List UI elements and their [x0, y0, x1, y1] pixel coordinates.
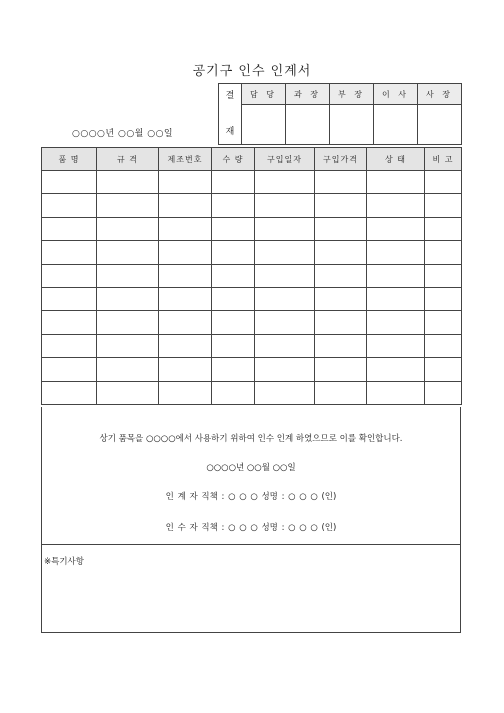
table-cell[interactable] [315, 194, 367, 217]
table-row [42, 217, 462, 240]
table-cell[interactable] [212, 194, 255, 217]
table-cell[interactable] [42, 241, 97, 264]
table-cell[interactable] [315, 264, 367, 287]
table-cell[interactable] [425, 217, 462, 240]
document-date: ○○○○년 ○○월 ○○일 [72, 129, 174, 139]
table-cell[interactable] [159, 381, 212, 404]
table-cell[interactable] [255, 334, 315, 357]
table-cell[interactable] [212, 241, 255, 264]
table-cell[interactable] [255, 241, 315, 264]
table-row [42, 358, 462, 381]
table-row [42, 334, 462, 357]
header-purchase-date: 구입일자 [255, 148, 315, 171]
confirmation-statement [41, 407, 461, 545]
table-cell[interactable] [255, 217, 315, 240]
approval-role-director: 이 사 [374, 84, 418, 105]
table-cell[interactable] [367, 171, 425, 194]
table-cell[interactable] [159, 217, 212, 240]
header-quantity: 수 량 [212, 148, 255, 171]
approval-role-president: 사 장 [418, 84, 462, 105]
table-cell[interactable] [367, 264, 425, 287]
table-cell[interactable] [255, 287, 315, 310]
table-cell[interactable] [367, 381, 425, 404]
table-cell[interactable] [425, 171, 462, 194]
table-cell[interactable] [255, 358, 315, 381]
table-cell[interactable] [367, 241, 425, 264]
special-remarks-label: ※특기사항 [44, 557, 84, 567]
item-table [41, 147, 462, 405]
table-cell[interactable] [159, 264, 212, 287]
receiver-line: 인 수 자 직책 : ○ ○ ○ 성명 : ○ ○ ○ (인) [165, 523, 337, 533]
approval-side-char-1: 결 [225, 91, 235, 101]
table-cell[interactable] [97, 217, 159, 240]
table-cell[interactable] [97, 241, 159, 264]
table-cell[interactable] [42, 358, 97, 381]
statement-text: 상기 품목을 ○○○○에서 사용하기 위하여 인수 인계 하였으므로 이를 확인합니다. [99, 434, 403, 444]
approval-side-label [219, 84, 242, 145]
table-cell[interactable] [42, 334, 97, 357]
header-condition: 상 태 [367, 148, 425, 171]
table-cell[interactable] [367, 334, 425, 357]
header-serial-number: 제조번호 [159, 148, 212, 171]
table-cell[interactable] [315, 358, 367, 381]
table-cell[interactable] [212, 217, 255, 240]
table-cell[interactable] [212, 264, 255, 287]
approval-sign-president[interactable] [418, 105, 462, 145]
table-cell[interactable] [212, 171, 255, 194]
table-cell[interactable] [212, 334, 255, 357]
table-header-row [42, 148, 462, 171]
table-cell[interactable] [159, 358, 212, 381]
table-cell[interactable] [159, 287, 212, 310]
table-cell[interactable] [42, 217, 97, 240]
table-row [42, 381, 462, 404]
approval-sign-section-chief[interactable] [286, 105, 330, 145]
table-cell[interactable] [159, 241, 212, 264]
table-cell[interactable] [255, 264, 315, 287]
page-title: 공기구 인수 인계서 [192, 64, 312, 79]
table-cell[interactable] [255, 381, 315, 404]
special-remarks-box[interactable] [41, 544, 461, 633]
table-row [42, 171, 462, 194]
table-cell[interactable] [425, 241, 462, 264]
table-cell[interactable] [425, 358, 462, 381]
table-cell[interactable] [212, 381, 255, 404]
table-cell[interactable] [42, 194, 97, 217]
table-cell[interactable] [97, 334, 159, 357]
table-cell[interactable] [42, 171, 97, 194]
header-purchase-price: 구입가격 [315, 148, 367, 171]
table-cell[interactable] [425, 311, 462, 334]
approval-sign-director[interactable] [374, 105, 418, 145]
approval-sign-dept-manager[interactable] [330, 105, 374, 145]
table-cell[interactable] [159, 194, 212, 217]
table-row [42, 194, 462, 217]
table-cell[interactable] [212, 358, 255, 381]
table-cell[interactable] [42, 264, 97, 287]
header-remarks: 비 고 [425, 148, 462, 171]
table-cell[interactable] [367, 287, 425, 310]
table-cell[interactable] [97, 287, 159, 310]
table-cell[interactable] [315, 171, 367, 194]
table-cell[interactable] [42, 311, 97, 334]
table-row [42, 241, 462, 264]
table-cell[interactable] [42, 381, 97, 404]
approval-role-section-chief: 과 장 [286, 84, 330, 105]
table-cell[interactable] [97, 171, 159, 194]
table-cell[interactable] [159, 171, 212, 194]
approval-sign-staff[interactable] [242, 105, 286, 145]
table-cell[interactable] [315, 217, 367, 240]
table-cell[interactable] [212, 311, 255, 334]
table-cell[interactable] [315, 287, 367, 310]
table-cell[interactable] [212, 287, 255, 310]
transferor-line: 인 계 자 직책 : ○ ○ ○ 성명 : ○ ○ ○ (인) [165, 492, 337, 502]
table-cell[interactable] [425, 287, 462, 310]
approval-role-dept-manager: 부 장 [330, 84, 374, 105]
header-item-name: 품 명 [42, 148, 97, 171]
table-cell[interactable] [367, 358, 425, 381]
table-row [42, 311, 462, 334]
header-spec: 규 격 [97, 148, 159, 171]
table-row [42, 287, 462, 310]
table-cell[interactable] [97, 194, 159, 217]
approval-role-staff: 담 당 [242, 84, 286, 105]
table-cell[interactable] [315, 381, 367, 404]
table-cell[interactable] [159, 311, 212, 334]
table-cell[interactable] [255, 194, 315, 217]
table-cell[interactable] [425, 381, 462, 404]
table-row [42, 264, 462, 287]
table-cell[interactable] [315, 241, 367, 264]
table-cell[interactable] [425, 194, 462, 217]
table-cell[interactable] [367, 217, 425, 240]
approval-grid [218, 83, 462, 145]
table-cell[interactable] [97, 358, 159, 381]
statement-date: ○○○○년 ○○월 ○○일 [206, 463, 296, 473]
table-cell[interactable] [315, 334, 367, 357]
table-cell[interactable] [159, 334, 212, 357]
table-cell[interactable] [315, 311, 367, 334]
table-cell[interactable] [425, 264, 462, 287]
table-cell[interactable] [42, 287, 97, 310]
table-cell[interactable] [255, 171, 315, 194]
table-cell[interactable] [367, 311, 425, 334]
approval-side-char-2: 재 [225, 127, 235, 137]
table-cell[interactable] [97, 311, 159, 334]
table-cell[interactable] [97, 381, 159, 404]
table-cell[interactable] [97, 264, 159, 287]
table-cell[interactable] [255, 311, 315, 334]
table-cell[interactable] [367, 194, 425, 217]
table-cell[interactable] [425, 334, 462, 357]
